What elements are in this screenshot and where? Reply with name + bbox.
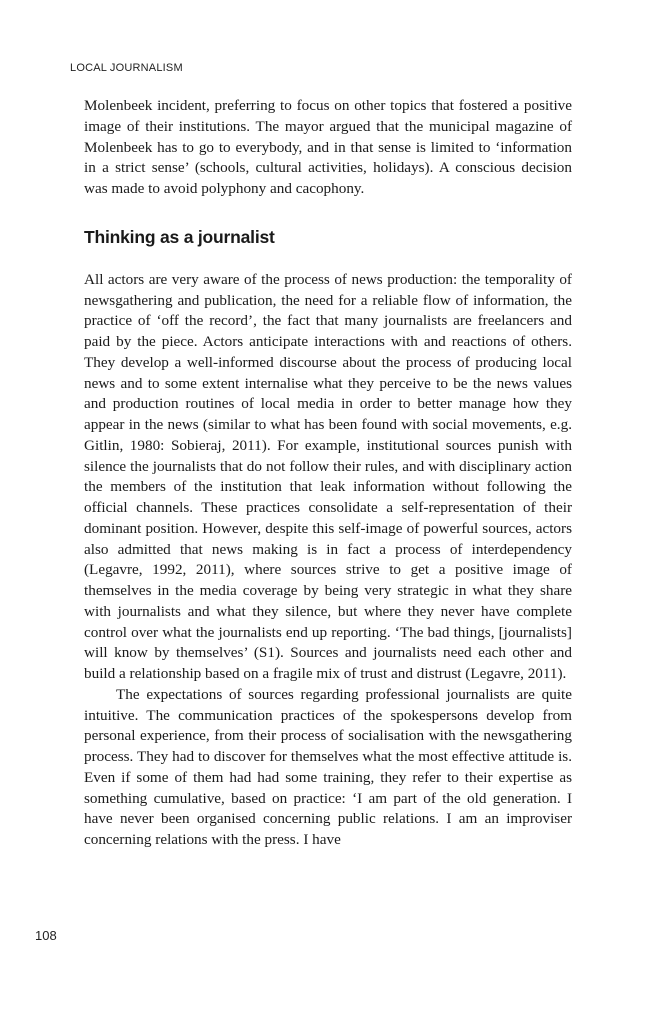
paragraph: The expectations of sources regarding professional journalists are quite intuitive. The communication practices of the spokespersons develop from personal experience, from their process of socialisation with the newsgathering process. They had to discover for themselves what the most effective attitude is. Even if some of them had had some training, they refer to their expertise as something cumulative, based on practice: ‘I am part of the old generation. I have never been organised concerning public relations. I am an improviser concerning relations with the press. I have: [84, 685, 572, 848]
page-body: [84, 96, 572, 851]
paragraph: All actors are very aware of the process of news production: the temporality of newsgathering and publication, the need for a reliable flow of information, the practice of ‘off the record’, the fact that many journalists are freelancers and paid by the piece. Actors anticipate interactions with and reactions of others. They develop a well-informed discourse about the process of producing local news and to some extent internalise what they perceive to be the news values and production routines of local media in order to better manage how they appear in the news (similar to what has been found with social movements, e.g. Gitlin, 1980: Sobieraj, 2011). For example, institutional sources punish with silence the journalists that do not follow their rules, and with disciplinary action the members of the institution that leak information without following the official channels. These practices consolidate a self-representation of their dominant position. However, despite this self-image of powerful sources, actors also admitted that news making is in fact a process of interdependency (Legavre, 1992, 2011), where sources strive to get a positive image of themselves in the media coverage by being very strategic in what they share with journalists and what they silence, but where they never have complete control over what the journalists end up reporting. ‘The bad things, [journalists] will know by themselves’ (S1). Sources and journalists need each other and build a relationship based on a fragile mix of trust and distrust (Legavre, 2011).: [84, 270, 572, 682]
page-number: 108: [35, 928, 57, 943]
section-heading: Thinking as a journalist: [84, 226, 275, 247]
running-header: LOCAL JOURNALISM: [70, 62, 183, 74]
paragraph: Molenbeek incident, preferring to focus on other topics that fostered a positive image of their institutions. The mayor argued that the municipal magazine of Molenbeek has to go to everybody, and in that sense is limited to ‘information in a strict sense’ (schools, cultural activities, holidays). A conscious decision was made to avoid polyphony and cacophony.: [84, 97, 572, 197]
